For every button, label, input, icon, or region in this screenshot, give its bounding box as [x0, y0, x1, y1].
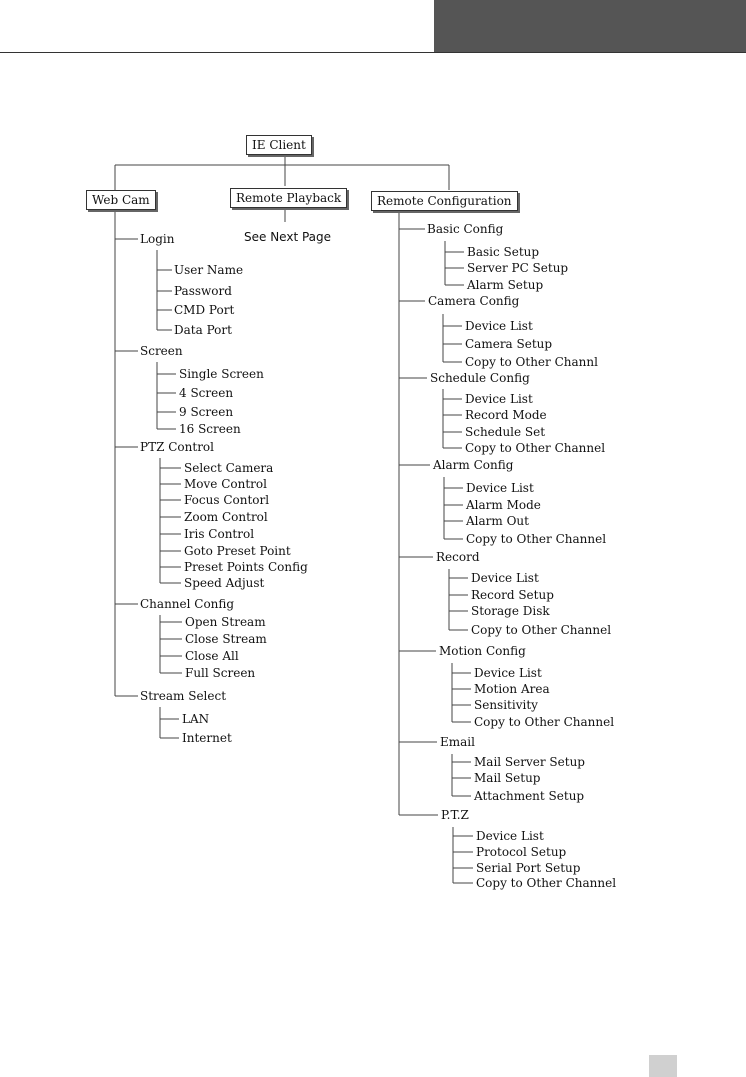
basic-config-item: Server PC Setup: [467, 261, 569, 275]
alarm-config-item: Device List: [466, 481, 534, 495]
ptz-item: Goto Preset Point: [184, 544, 291, 558]
screen-item: Single Screen: [179, 367, 264, 381]
ptz-item: Focus Contorl: [184, 493, 270, 507]
ptz-config-item: Device List: [476, 829, 544, 843]
stream-item: Internet: [182, 731, 232, 745]
motion-config-item: Copy to Other Channel: [474, 715, 615, 729]
ptz-config-item: Protocol Setup: [476, 845, 567, 859]
alarm-config-item: Copy to Other Channel: [466, 532, 607, 546]
camera-config-item: Camera Setup: [465, 337, 553, 351]
record-item: Device List: [471, 571, 539, 585]
ptz-item: Iris Control: [184, 527, 255, 541]
stream-item: LAN: [182, 712, 210, 726]
login-node: Login: [140, 232, 175, 246]
schedule-config-item: Copy to Other Channel: [465, 441, 606, 455]
ptz-control-node: PTZ Control: [140, 440, 214, 454]
record-item: Copy to Other Channel: [471, 623, 612, 637]
login-item: CMD Port: [174, 303, 235, 317]
motion-config-item: Device List: [474, 666, 542, 680]
email-item: Mail Setup: [474, 771, 541, 785]
camera-config-node: Camera Config: [428, 294, 520, 308]
channel-item: Close Stream: [185, 632, 267, 646]
record-item: Record Setup: [471, 588, 554, 602]
motion-config-node: Motion Config: [439, 644, 526, 658]
see-next-page-note: See Next Page: [244, 230, 332, 244]
ptz-item: Preset Points Config: [184, 560, 308, 574]
ptz-item: Zoom Control: [184, 510, 268, 524]
schedule-config-item: Schedule Set: [465, 425, 546, 439]
login-item: User Name: [174, 263, 244, 277]
record-node: Record: [436, 550, 480, 564]
ptz-node: P.T.Z: [441, 808, 469, 822]
remote-configuration-node: Remote Configuration: [371, 191, 518, 211]
motion-config-item: Motion Area: [474, 682, 550, 696]
basic-config-item: Alarm Setup: [467, 278, 544, 292]
ptz-item: Speed Adjust: [184, 576, 265, 590]
channel-item: Close All: [185, 649, 239, 663]
root-node: IE Client: [246, 135, 312, 155]
screen-item: 16 Screen: [179, 422, 241, 436]
ptz-config-item: Serial Port Setup: [476, 861, 581, 875]
schedule-config-item: Record Mode: [465, 408, 547, 422]
camera-config-item: Device List: [465, 319, 533, 333]
schedule-config-item: Device List: [465, 392, 533, 406]
page-number-box: [649, 1055, 677, 1077]
login-item: Password: [174, 284, 232, 298]
basic-config-node: Basic Config: [427, 222, 504, 236]
screen-item: 4 Screen: [179, 386, 234, 400]
record-item: Storage Disk: [471, 604, 550, 618]
email-item: Attachment Setup: [474, 789, 585, 803]
alarm-config-node: Alarm Config: [433, 458, 514, 472]
ptz-config-item: Copy to Other Channel: [476, 876, 617, 890]
screen-item: 9 Screen: [179, 405, 234, 419]
alarm-config-item: Alarm Mode: [466, 498, 541, 512]
ptz-item: Move Control: [184, 477, 267, 491]
motion-config-item: Sensitivity: [474, 698, 538, 712]
alarm-config-item: Alarm Out: [466, 514, 529, 528]
email-item: Mail Server Setup: [474, 755, 585, 769]
email-node: Email: [440, 735, 475, 749]
web-cam-node: Web Cam: [86, 190, 156, 210]
ptz-item: Select Camera: [184, 461, 274, 475]
remote-playback-node: Remote Playback: [230, 188, 347, 208]
screen-node: Screen: [140, 344, 183, 358]
basic-config-item: Basic Setup: [467, 245, 540, 259]
login-item: Data Port: [174, 323, 232, 337]
schedule-config-node: Schedule Config: [430, 371, 530, 385]
camera-config-item: Copy to Other Channl: [465, 355, 598, 369]
channel-item: Full Screen: [185, 666, 256, 680]
channel-config-node: Channel Config: [140, 597, 235, 611]
channel-item: Open Stream: [185, 615, 266, 629]
stream-select-node: Stream Select: [140, 689, 227, 703]
